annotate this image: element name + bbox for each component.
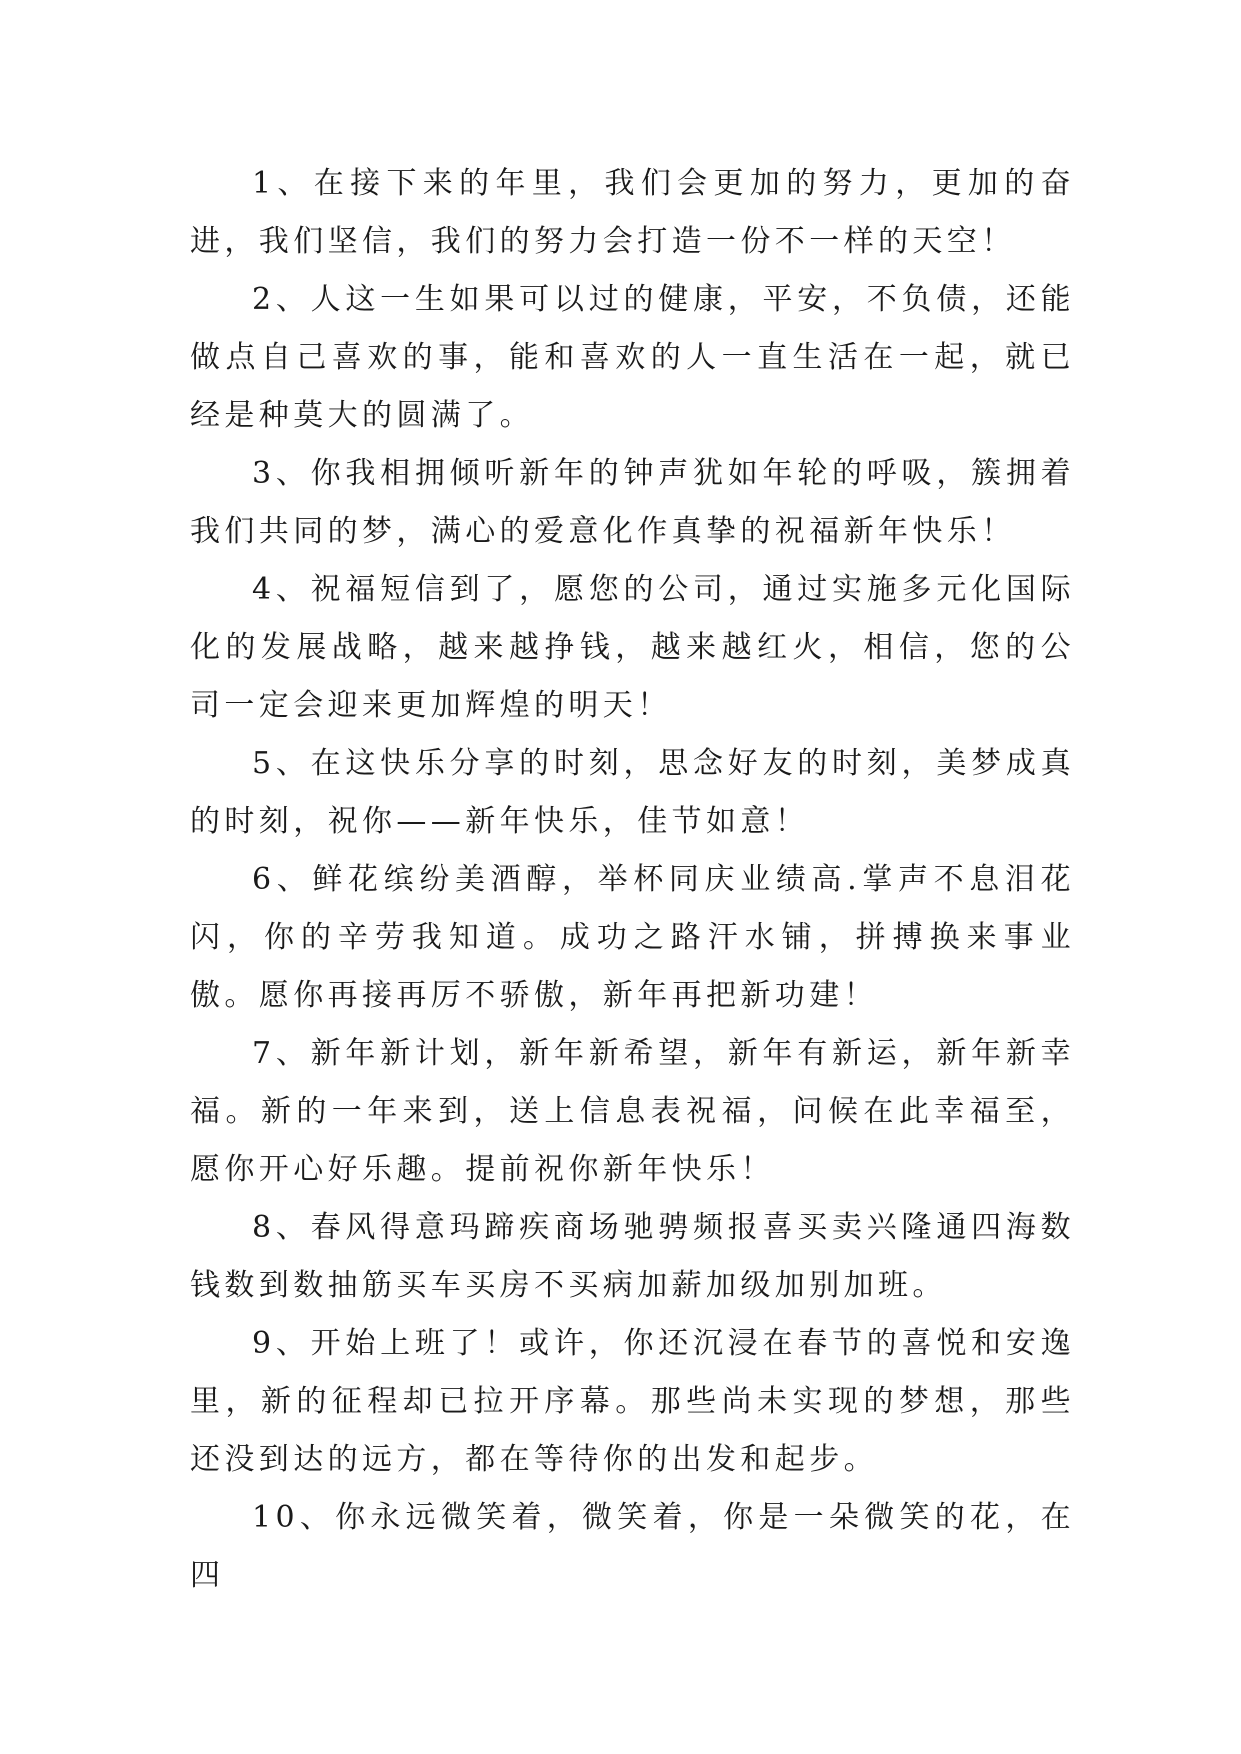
paragraph-8: 8、春风得意玛蹄疾商场驰骋频报喜买卖兴隆通四海数钱数到数抽筋买车买房不买病加薪加级加别加班。 [190,1210,1075,1303]
paragraph-7: 7、新年新计划，新年新希望，新年有新运，新年新幸福。新的一年来到，送上信息表祝福，问候在此幸福至，愿你开心好乐趣。提前祝你新年快乐！ [190,1036,1075,1187]
document-body [190,155,1075,1605]
paragraph-5: 5、在这快乐分享的时刻，思念好友的时刻，美梦成真的时刻，祝你——新年快乐，佳节如意！ [190,746,1075,839]
paragraph-1: 1、在接下来的年里，我们会更加的努力，更加的奋进，我们坚信，我们的努力会打造一份不一样的天空！ [190,166,1075,259]
paragraph-9: 9、开始上班了！或许，你还沉浸在春节的喜悦和安逸里，新的征程却已拉开序幕。那些尚未实现的梦想，那些还没到达的远方，都在等待你的出发和起步。 [190,1326,1075,1477]
paragraph-10: 10、你永远微笑着，微笑着，你是一朵微笑的花，在四 [190,1500,1075,1593]
paragraph-6: 6、鲜花缤纷美酒醇，举杯同庆业绩高.掌声不息泪花闪，你的辛劳我知道。成功之路汗水铺，拼搏换来事业傲。愿你再接再厉不骄傲，新年再把新功建！ [190,862,1075,1013]
paragraph-3: 3、你我相拥倾听新年的钟声犹如年轮的呼吸，簇拥着我们共同的梦，满心的爱意化作真挚的祝福新年快乐！ [190,456,1075,549]
paragraph-4: 4、祝福短信到了，愿您的公司，通过实施多元化国际化的发展战略，越来越挣钱，越来越红火，相信，您的公司一定会迎来更加辉煌的明天！ [190,572,1075,723]
paragraph-2: 2、人这一生如果可以过的健康，平安，不负债，还能做点自己喜欢的事，能和喜欢的人一直生活在一起，就已经是种莫大的圆满了。 [190,282,1075,433]
